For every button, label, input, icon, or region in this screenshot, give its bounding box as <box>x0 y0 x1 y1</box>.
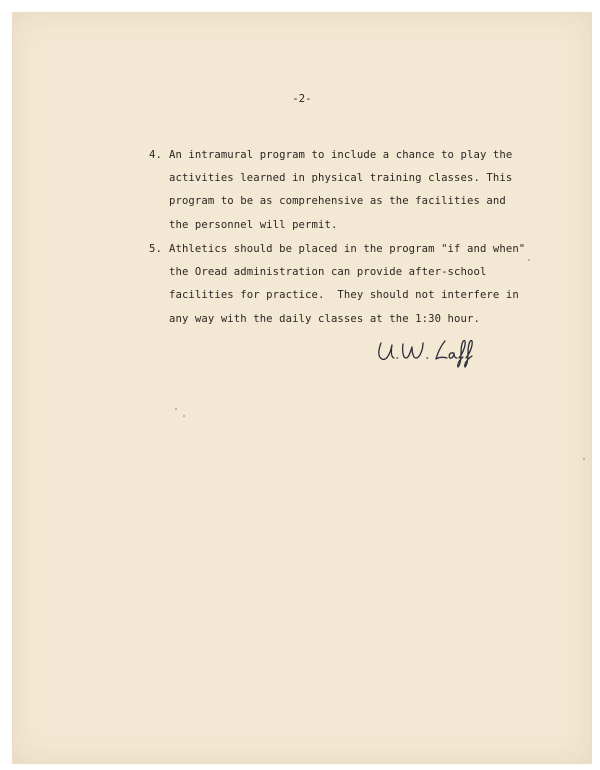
document-page <box>12 12 592 764</box>
text-line: program to be as comprehensive as the facilities and <box>169 195 506 208</box>
text-line: Athletics should be placed in the program "if and when" <box>169 243 526 255</box>
text-line: An intramural program to include a chance to play the <box>169 149 513 161</box>
handwritten-signature <box>373 333 483 369</box>
item-text <box>169 243 525 336</box>
text-line: facilities for practice. They should not interfere in <box>169 289 519 302</box>
item-number: 5. <box>149 243 162 255</box>
paper-speck <box>175 408 177 410</box>
paper-speck <box>583 458 585 460</box>
paper-speck <box>183 415 185 417</box>
text-line: the personnel will permit. <box>169 218 338 231</box>
page-number: -2- <box>292 93 312 105</box>
paper-speck <box>528 259 530 261</box>
item-text <box>169 149 512 242</box>
text-line: activities learned in physical training classes. This <box>169 172 513 185</box>
text-line: any way with the daily classes at the 1:30 hour. <box>169 312 480 325</box>
text-line: the Oread administration can provide after-school <box>169 266 487 279</box>
item-number: 4. <box>149 149 162 161</box>
